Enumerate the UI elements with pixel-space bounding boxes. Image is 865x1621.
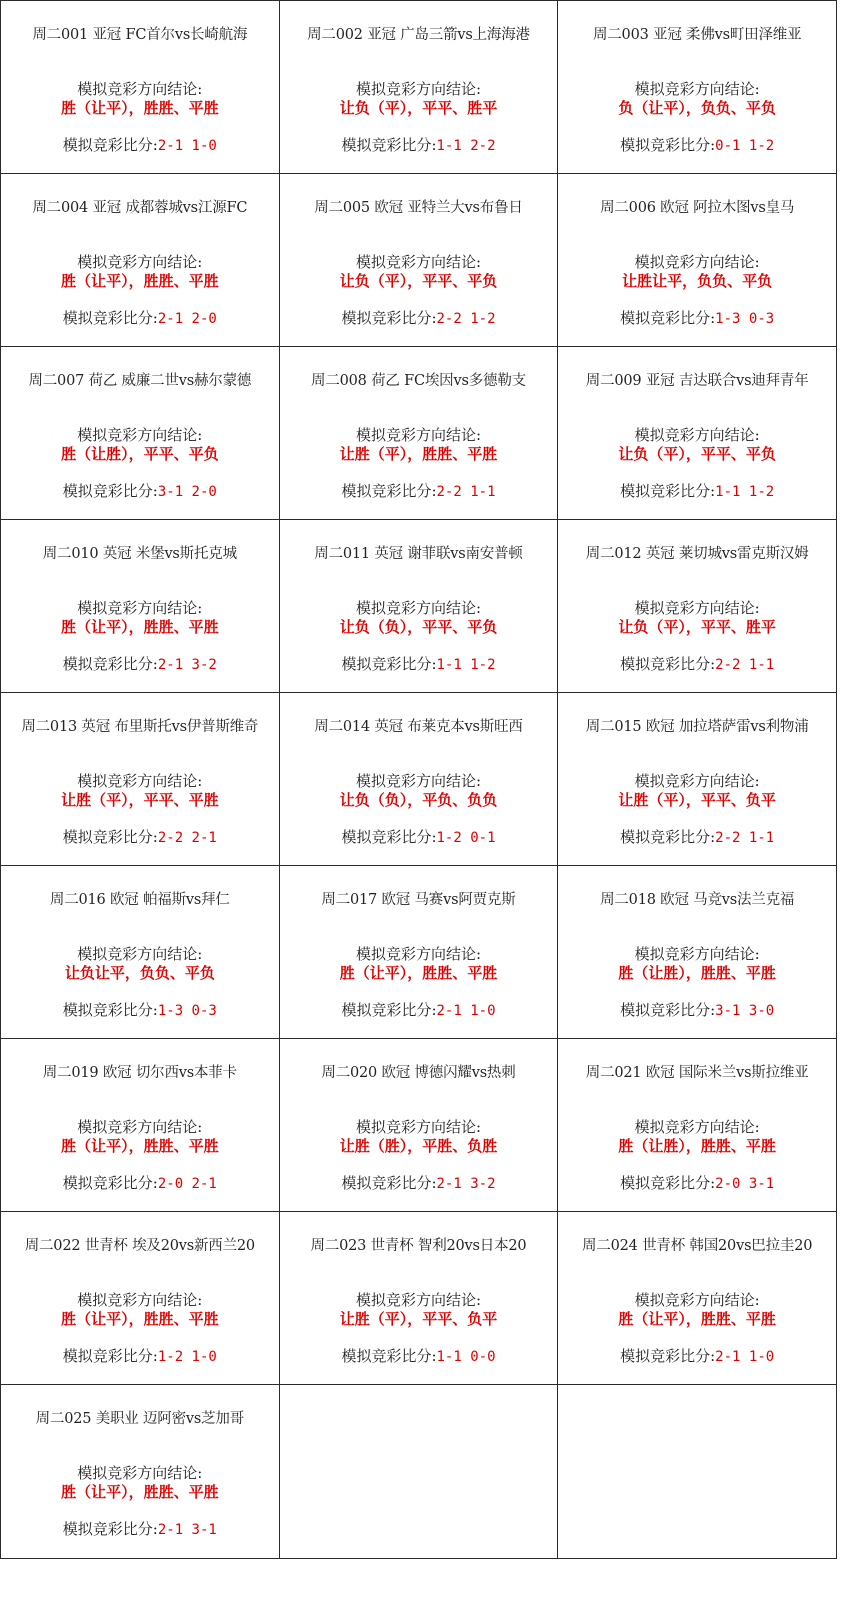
match-card — [558, 520, 836, 692]
grid-row — [1, 520, 837, 693]
score-label: 模拟竞彩比分: — [341, 1174, 437, 1192]
conclusion-value: 让胜让平，负负、平负 — [622, 272, 773, 290]
match-cell — [1, 347, 280, 520]
score-line — [280, 480, 558, 501]
conclusion-value: 让胜（平），平平、负平 — [339, 1310, 498, 1328]
match-card — [1, 347, 279, 519]
match-header: 周二024 世青杯 韩国20vs巴拉圭20 — [582, 1238, 813, 1254]
match-header: 周二016 欧冠 帕福斯vs拜仁 — [49, 892, 230, 908]
conclusion-label: 模拟竞彩方向结论: — [634, 253, 760, 271]
match-header: 周二010 英冠 米堡vs斯托克城 — [42, 546, 237, 562]
match-cell — [558, 1039, 837, 1212]
score-value: 3-1 3-0 — [715, 1003, 775, 1019]
match-header: 周二015 欧冠 加拉塔萨雷vs利物浦 — [585, 719, 809, 735]
match-card — [280, 1, 558, 173]
score-line — [1, 1345, 279, 1366]
conclusion-label: 模拟竞彩方向结论: — [77, 599, 203, 617]
match-card — [1, 1, 279, 173]
score-value: 2-1 3-2 — [436, 1176, 496, 1192]
score-value: 1-1 0-0 — [436, 1349, 496, 1365]
match-card — [1, 1039, 279, 1211]
match-header: 周二013 英冠 布里斯托vs伊普斯维奇 — [21, 719, 259, 735]
score-label: 模拟竞彩比分: — [620, 655, 716, 673]
score-value: 0-1 1-2 — [715, 138, 775, 154]
score-label: 模拟竞彩比分: — [341, 309, 437, 327]
conclusion-label: 模拟竞彩方向结论: — [77, 253, 203, 271]
match-card — [280, 693, 558, 865]
match-header: 周二002 亚冠 广岛三箭vs上海海港 — [307, 27, 530, 43]
score-label: 模拟竞彩比分: — [341, 482, 437, 500]
score-value: 1-1 1-2 — [715, 484, 775, 500]
conclusion-label: 模拟竞彩方向结论: — [634, 772, 760, 790]
match-header: 周二022 世青杯 埃及20vs新西兰20 — [24, 1238, 255, 1254]
conclusion-value: 胜（让平），胜胜、平胜 — [618, 1310, 776, 1328]
score-value: 2-2 1-2 — [436, 311, 496, 327]
match-header: 周二020 欧冠 博德闪耀vs热刺 — [321, 1065, 516, 1081]
conclusion-label: 模拟竞彩方向结论: — [77, 772, 203, 790]
conclusion-value: 胜（让平），胜胜、平胜 — [61, 99, 219, 117]
conclusion-label: 模拟竞彩方向结论: — [77, 426, 203, 444]
conclusion-label: 模拟竞彩方向结论: — [634, 80, 760, 98]
score-label: 模拟竞彩比分: — [62, 309, 158, 327]
conclusion-label: 模拟竞彩方向结论: — [77, 1118, 203, 1136]
match-card — [280, 866, 558, 1038]
score-line — [280, 134, 558, 155]
score-line — [1, 134, 279, 155]
conclusion-label: 模拟竞彩方向结论: — [77, 80, 203, 98]
match-header: 周二017 欧冠 马赛vs阿贾克斯 — [321, 892, 516, 908]
score-line — [1, 826, 279, 847]
score-label: 模拟竞彩比分: — [62, 655, 158, 673]
conclusion-label: 模拟竞彩方向结论: — [355, 1118, 482, 1136]
score-line — [1, 307, 279, 328]
match-cell — [279, 1, 558, 174]
match-cell — [558, 347, 837, 520]
conclusion-label: 模拟竞彩方向结论: — [355, 1291, 482, 1309]
match-header: 周二003 亚冠 柔佛vs町田泽维亚 — [592, 27, 802, 43]
conclusion-value: 胜（让平），胜胜、平胜 — [61, 1137, 219, 1155]
match-card — [558, 693, 836, 865]
score-line — [558, 134, 836, 155]
score-label: 模拟竞彩比分: — [62, 1174, 158, 1192]
conclusion-value: 让负（平），平平、胜平 — [618, 618, 776, 636]
match-header: 周二014 英冠 布莱克本vs斯旺西 — [314, 719, 523, 735]
score-value: 2-2 2-1 — [157, 830, 217, 846]
grid-row — [1, 693, 837, 866]
score-label: 模拟竞彩比分: — [620, 828, 716, 846]
empty-cell — [279, 1385, 558, 1559]
empty-cell — [558, 1385, 837, 1559]
score-line — [1, 1518, 279, 1539]
conclusion-label: 模拟竞彩方向结论: — [355, 599, 482, 617]
match-header: 周二023 世青杯 智利20vs日本20 — [310, 1238, 527, 1254]
score-value: 1-1 1-2 — [436, 657, 496, 673]
score-value: 2-0 2-1 — [157, 1176, 217, 1192]
match-cell — [558, 174, 837, 347]
match-cell — [1, 1, 280, 174]
match-card — [558, 1212, 836, 1384]
match-card — [280, 347, 558, 519]
conclusion-label: 模拟竞彩方向结论: — [634, 945, 760, 963]
match-cell — [558, 1212, 837, 1385]
conclusion-value: 胜（让平），胜胜、平胜 — [61, 272, 219, 290]
score-label: 模拟竞彩比分: — [620, 309, 716, 327]
match-cell — [279, 1039, 558, 1212]
score-line — [558, 1345, 836, 1366]
match-header: 周二001 亚冠 FC首尔vs长崎航海 — [32, 27, 248, 43]
match-header: 周二009 亚冠 吉达联合vs迪拜青年 — [585, 373, 809, 389]
score-value: 2-2 1-1 — [715, 830, 775, 846]
conclusion-value: 让负（负），平平、平负 — [339, 618, 498, 636]
conclusion-label: 模拟竞彩方向结论: — [77, 1464, 203, 1482]
match-header: 周二006 欧冠 阿拉木图vs皇马 — [600, 200, 795, 216]
score-line — [280, 999, 558, 1020]
match-cell — [558, 693, 837, 866]
conclusion-label: 模拟竞彩方向结论: — [634, 1291, 760, 1309]
score-value: 1-3 0-3 — [715, 311, 775, 327]
match-header: 周二025 美职业 迈阿密vs芝加哥 — [35, 1411, 245, 1427]
conclusion-value: 让胜（平），胜胜、平胜 — [339, 445, 498, 463]
score-label: 模拟竞彩比分: — [341, 136, 437, 154]
score-value: 1-2 0-1 — [436, 830, 496, 846]
match-card — [1, 520, 279, 692]
score-value: 2-0 3-1 — [715, 1176, 775, 1192]
score-value: 2-1 2-0 — [157, 311, 217, 327]
score-label: 模拟竞彩比分: — [62, 1001, 158, 1019]
score-label: 模拟竞彩比分: — [620, 1347, 716, 1365]
match-header: 周二007 荷乙 威廉二世vs赫尔蒙德 — [28, 373, 252, 389]
match-cell — [279, 520, 558, 693]
match-card — [280, 520, 558, 692]
conclusion-label: 模拟竞彩方向结论: — [355, 426, 482, 444]
score-value: 2-1 1-0 — [436, 1003, 496, 1019]
match-cell — [558, 1, 837, 174]
conclusion-label: 模拟竞彩方向结论: — [634, 599, 760, 617]
conclusion-label: 模拟竞彩方向结论: — [634, 1118, 760, 1136]
conclusion-value: 胜（让胜），平平、平负 — [61, 445, 219, 463]
conclusion-value: 让负（平），平平、胜平 — [339, 99, 498, 117]
score-label: 模拟竞彩比分: — [341, 828, 437, 846]
conclusion-label: 模拟竞彩方向结论: — [355, 772, 482, 790]
score-value: 2-1 1-0 — [157, 138, 217, 154]
match-card — [558, 347, 836, 519]
score-label: 模拟竞彩比分: — [341, 1001, 437, 1019]
match-card — [280, 174, 558, 346]
match-cell — [279, 693, 558, 866]
score-line — [280, 1172, 558, 1193]
match-header: 周二012 英冠 莱切城vs雷克斯汉姆 — [585, 546, 809, 562]
score-line — [558, 1172, 836, 1193]
match-cell — [558, 520, 837, 693]
grid-row — [1, 174, 837, 347]
match-cell — [1, 693, 280, 866]
score-label: 模拟竞彩比分: — [620, 482, 716, 500]
match-card — [1, 1212, 279, 1384]
match-card — [1, 693, 279, 865]
conclusion-value: 胜（让平），胜胜、平胜 — [339, 964, 498, 982]
score-label: 模拟竞彩比分: — [62, 482, 158, 500]
score-line — [280, 307, 558, 328]
score-value: 2-1 3-2 — [157, 657, 217, 673]
match-grid-body — [1, 1, 837, 1559]
conclusion-value: 胜（让平），胜胜、平胜 — [61, 618, 219, 636]
grid-row — [1, 1, 837, 174]
match-cell — [1, 1039, 280, 1212]
match-cell — [1, 1385, 280, 1559]
conclusion-label: 模拟竞彩方向结论: — [355, 945, 482, 963]
score-label: 模拟竞彩比分: — [62, 136, 158, 154]
match-card — [558, 174, 836, 346]
grid-row — [1, 866, 837, 1039]
match-cell — [279, 347, 558, 520]
conclusion-value: 胜（让平），胜胜、平胜 — [61, 1483, 219, 1501]
score-value: 2-2 1-1 — [715, 657, 775, 673]
score-line — [558, 826, 836, 847]
match-card — [558, 866, 836, 1038]
conclusion-value: 让负（负），平负、负负 — [339, 791, 498, 809]
score-line — [558, 480, 836, 501]
grid-row — [1, 1385, 837, 1559]
score-line — [1, 1172, 279, 1193]
conclusion-value: 让负（平），平平、平负 — [339, 272, 498, 290]
match-cell — [1, 174, 280, 347]
score-line — [280, 1345, 558, 1366]
score-label: 模拟竞彩比分: — [620, 136, 716, 154]
match-card — [1, 866, 279, 1038]
match-card — [1, 174, 279, 346]
match-card — [280, 1212, 558, 1384]
match-header: 周二021 欧冠 国际米兰vs斯拉维亚 — [585, 1065, 809, 1081]
score-value: 1-2 1-0 — [157, 1349, 217, 1365]
score-line — [1, 653, 279, 674]
conclusion-value: 让胜（胜），平胜、负胜 — [339, 1137, 498, 1155]
score-label: 模拟竞彩比分: — [620, 1174, 716, 1192]
match-card — [558, 1039, 836, 1211]
grid-row — [1, 347, 837, 520]
score-label: 模拟竞彩比分: — [62, 1520, 158, 1538]
match-header: 周二008 荷乙 FC埃因vs多德勒支 — [311, 373, 526, 389]
conclusion-value: 胜（让胜），胜胜、平胜 — [618, 1137, 776, 1155]
conclusion-value: 让负（平），平平、平负 — [618, 445, 776, 463]
score-label: 模拟竞彩比分: — [62, 828, 158, 846]
match-cell — [279, 1212, 558, 1385]
score-value: 2-2 1-1 — [436, 484, 496, 500]
score-value: 3-1 2-0 — [157, 484, 217, 500]
conclusion-label: 模拟竞彩方向结论: — [355, 253, 482, 271]
score-value: 1-3 0-3 — [157, 1003, 217, 1019]
score-value: 2-1 3-1 — [157, 1522, 217, 1538]
match-header: 周二004 亚冠 成都蓉城vs江源FC — [32, 200, 248, 216]
match-cell — [279, 866, 558, 1039]
match-card — [1, 1385, 279, 1558]
score-value: 1-1 2-2 — [436, 138, 496, 154]
score-value: 2-1 1-0 — [715, 1349, 775, 1365]
match-cell — [279, 174, 558, 347]
score-line — [280, 653, 558, 674]
conclusion-value: 负（让平），负负、平负 — [618, 99, 776, 117]
score-label: 模拟竞彩比分: — [341, 1347, 437, 1365]
match-header: 周二011 英冠 谢菲联vs南安普顿 — [314, 546, 523, 562]
match-card — [558, 1, 836, 173]
conclusion-label: 模拟竞彩方向结论: — [355, 80, 482, 98]
score-label: 模拟竞彩比分: — [341, 655, 437, 673]
conclusion-value: 胜（让平），胜胜、平胜 — [61, 1310, 219, 1328]
conclusion-label: 模拟竞彩方向结论: — [77, 945, 203, 963]
conclusion-label: 模拟竞彩方向结论: — [634, 426, 760, 444]
score-line — [1, 999, 279, 1020]
score-label: 模拟竞彩比分: — [620, 1001, 716, 1019]
conclusion-value: 让负让平，负负、平负 — [64, 964, 215, 982]
match-header: 周二019 欧冠 切尔西vs本菲卡 — [42, 1065, 237, 1081]
match-header: 周二018 欧冠 马竞vs法兰克福 — [600, 892, 795, 908]
score-line — [280, 826, 558, 847]
match-cell — [1, 866, 280, 1039]
score-line — [558, 653, 836, 674]
grid-row — [1, 1039, 837, 1212]
score-line — [558, 307, 836, 328]
score-line — [1, 480, 279, 501]
score-label: 模拟竞彩比分: — [62, 1347, 158, 1365]
conclusion-value: 让胜（平），平平、负平 — [618, 791, 776, 809]
match-header: 周二005 欧冠 亚特兰大vs布鲁日 — [314, 200, 523, 216]
match-cell — [1, 1212, 280, 1385]
match-card — [280, 1039, 558, 1211]
score-line — [558, 999, 836, 1020]
match-cell — [1, 520, 280, 693]
conclusion-label: 模拟竞彩方向结论: — [77, 1291, 203, 1309]
match-cell — [558, 866, 837, 1039]
grid-row — [1, 1212, 837, 1385]
conclusion-value: 让胜（平），平平、平胜 — [61, 791, 219, 809]
conclusion-value: 胜（让胜），胜胜、平胜 — [618, 964, 776, 982]
